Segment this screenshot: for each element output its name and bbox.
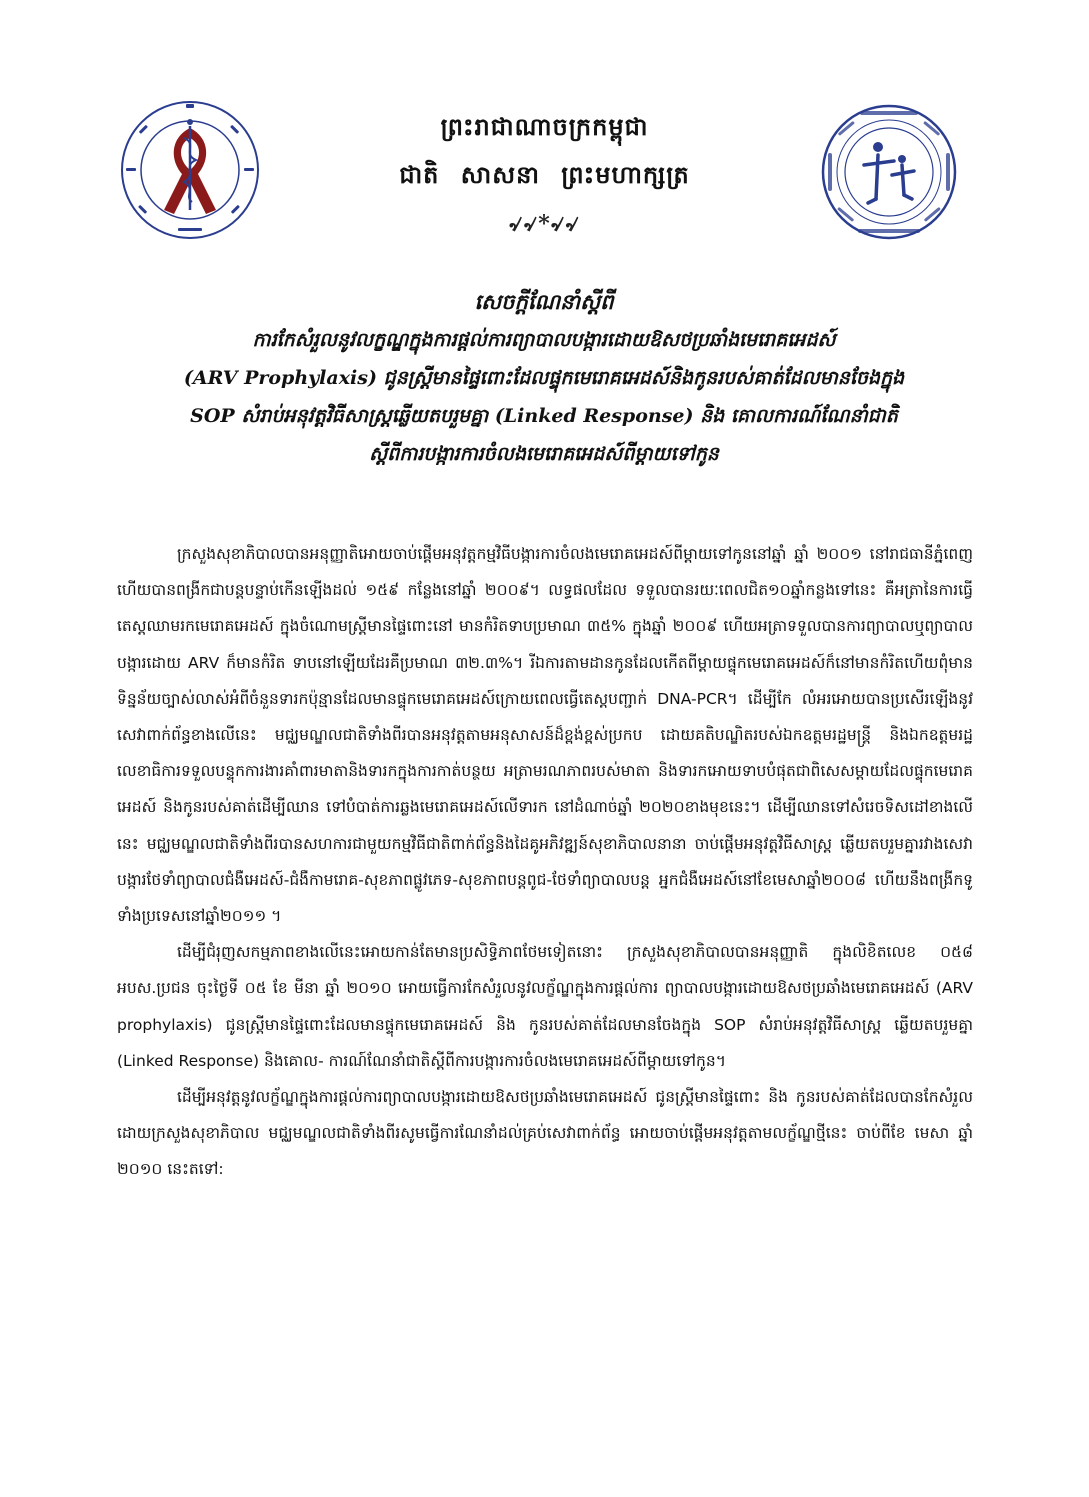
title-line: ការកែសំរួលនូវលក្ខណ្ឌក្នុងការផ្តល់ការព្យាបាលបង្ការដោយឱសថប្រឆាំងមេរោគអេដស៍	[252, 329, 836, 351]
body-paragraph: ដើម្បីអនុវត្តនូវលក្ខ័ណ្ឌក្នុងការផ្តល់ការព្យាបាលបង្ការដោយឱសថប្រឆាំងមេរោគអេដស៍ ជូនស្ត្រីមានផ្ទៃពោះ និង កូនរបស់គាត់ដែលបានកែសំរួលដោយក្រសួងសុខាភិបាល មជ្ឈមណ្ឌលជាតិទាំងពីរសូមធ្វើការណែនាំដល់គ្រប់សេវាពាក់ព័ន្ធ អោយចាប់ផ្តើមអនុវត្តតាមលក្ខ័ណ្ឌថ្មីនេះ ចាប់ពីខែ មេសា ឆ្នាំ ២០១០ នេះតទៅ:	[117, 1088, 973, 1179]
kingdom-heading: ព្រះរាជាណាចក្រកម្ពុជា	[440, 112, 649, 141]
ornament-divider: ৵৵*৵৵	[508, 211, 581, 237]
body-paragraph: ដើម្បីជំរុញសកម្មភាពខាងលើនេះអោយកាន់តែមានប្រសិទ្ធិភាពថែមទៀតនោះ ក្រសួងសុខាភិបាលបានអនុញ្ញាតិ ក្នុងលិខិតលេខ ០៥៨ អបស.ប្រជន ចុះថ្ងៃទី ០៥ ខែ មីនា ឆ្នាំ ២០១០ អោយធ្វើការកែសំរួលនូវលក្ខ័ណ្ឌក្នុងការផ្តល់ការ ព្យាបាលបង្ការដោយឱសថប្រឆាំងមេរោគអេដស៍ (ARV prophylaxis) ជូនស្ត្រីមានផ្ទៃពោះដែលមានផ្ទុកមេរោគអេដស៍ និង កូនរបស់គាត់ដែលមានចែងក្នុង SOP សំរាប់អនុវត្តវិធីសាស្ត្រ ឆ្លើយតបរួមគ្នា (Linked Response) និងគោល- ការណ៍ណែនាំជាតិស្តីពីការបង្ការការចំលងមេរោគអេដស៍ពីម្តាយទៅកូន។	[117, 943, 973, 1070]
title-line: SOP សំរាប់អនុវត្តវិធីសាស្ត្រឆ្លើយតបរួមគ្នា (Linked Response) និង គោលការណ៍ណែនាំជាតិ	[190, 405, 898, 427]
national-motto: ជាតិ សាសនា ព្រះមហាក្សត្រ	[399, 160, 690, 189]
title-line: សេចក្តីណែនាំស្តីពី	[474, 289, 614, 314]
document-title	[90, 283, 998, 473]
title-line: ស្តីពីការបង្ការការចំលងមេរោគអេដស៍ពីម្តាយទៅកូន	[369, 443, 719, 465]
body-paragraph: ក្រសួងសុខាភិបាលបានអនុញ្ញាតិអោយចាប់ផ្តើមអនុវត្តកម្មវិធីបង្ការការចំលងមេរោគអេដស៍ពីម្តាយទៅកូននៅឆ្នាំ ឆ្នាំ ២០០១ នៅរាជធានីភ្នំពេញ ហើយបានពង្រីកជាបន្តបន្ទាប់កើនឡើងដល់ ១៥៩ កន្លែងនៅឆ្នាំ ២០០៩។ លទ្ធផលដែល ទទួលបានរយៈពេលជិត១០ឆ្នាំកន្លងទៅនេះ គឺអត្រានៃការធ្វើតេស្តឈាមរកមេរោគអេដស៍ ក្នុងចំណោមស្ត្រីមានផ្ទៃពោះនៅ មានកំរិតទាបប្រមាណ ៣៥% ក្នុងឆ្នាំ ២០០៩ ហើយអត្រាទទួលបានការព្យាបាលឬព្យាបាលបង្ការដោយ ARV ក៏មានកំរិត ទាបនៅឡើយដែរគឺប្រមាណ ៣២.៣%។ រីឯការតាមដានកូនដែលកើតពីម្តាយផ្ទុកមេរោគអេដស៍ក៏នៅមានកំរិតហើយពុំមាន ទិន្នន័យច្បាស់លាស់អំពីចំនួនទារកប៉ុន្មានដែលមានផ្ទុកមេរោគអេដស៍ក្រោយពេលធ្វើតេស្តបញ្ជាក់ DNA-PCR។ ដើម្បីកែ លំអរអោយបានប្រសើរឡើងនូវសេវាពាក់ព័ន្ធខាងលើនេះ មជ្ឈមណ្ឌលជាតិទាំងពីរបានអនុវត្តតាមអនុសាសន៍ដ៏ខ្ពង់ខ្ពស់ប្រកប ដោយគតិបណ្ឌិតរបស់ឯកឧត្តមរដ្ឋមន្ត្រី និងឯកឧត្តមរដ្ឋលេខាធិការទទួលបន្ទុកការងារគាំពារមាតានិងទារកក្នុងការកាត់បន្ថយ អត្រាមរណភាពរបស់មាតា និងទារកអោយទាបបំផុតជាពិសេសម្តាយដែលផ្ទុកមេរោគអេដស៍ និងកូនរបស់គាត់ដើម្បីឈាន ទៅបំបាត់ការឆ្លងមេរោគអេដស៍លើទារក នៅដំណាច់ឆ្នាំ ២០២០ខាងមុខនេះ។ ដើម្បីឈានទៅសំរេចទិសដៅខាងលើនេះ មជ្ឈមណ្ឌលជាតិទាំងពីរបានសហការជាមួយកម្មវិធីជាតិពាក់ព័ន្ធនិងដៃគូអភិវឌ្ឍន៍សុខាភិបាលនានា ចាប់ផ្តើមអនុវត្តវិធីសាស្ត្រ ឆ្លើយតបរួមគ្នារវាងសេវាបង្ការថែទាំព្យាបាលជំងឺអេដស៍-ជំងឺកាមរោគ-សុខភាពផ្លូវភេទ-សុខភាពបន្តពូជ-ថែទាំព្យាបាលបន្ត អ្នកជំងឺអេដស៍នៅខែមេសាឆ្នាំ២០០៨ ហើយនឹងពង្រីកទូទាំងប្រទេសនៅឆ្នាំ២០១១ ។	[117, 545, 973, 926]
title-line: (ARV Prophylaxis) ជូនស្ត្រីមានផ្ទៃពោះដែលផ្ទុកមេរោគអេដស៍និងកូនរបស់គាត់ដែលមានចែងក្នុង	[183, 367, 905, 389]
document-body	[117, 536, 973, 1188]
